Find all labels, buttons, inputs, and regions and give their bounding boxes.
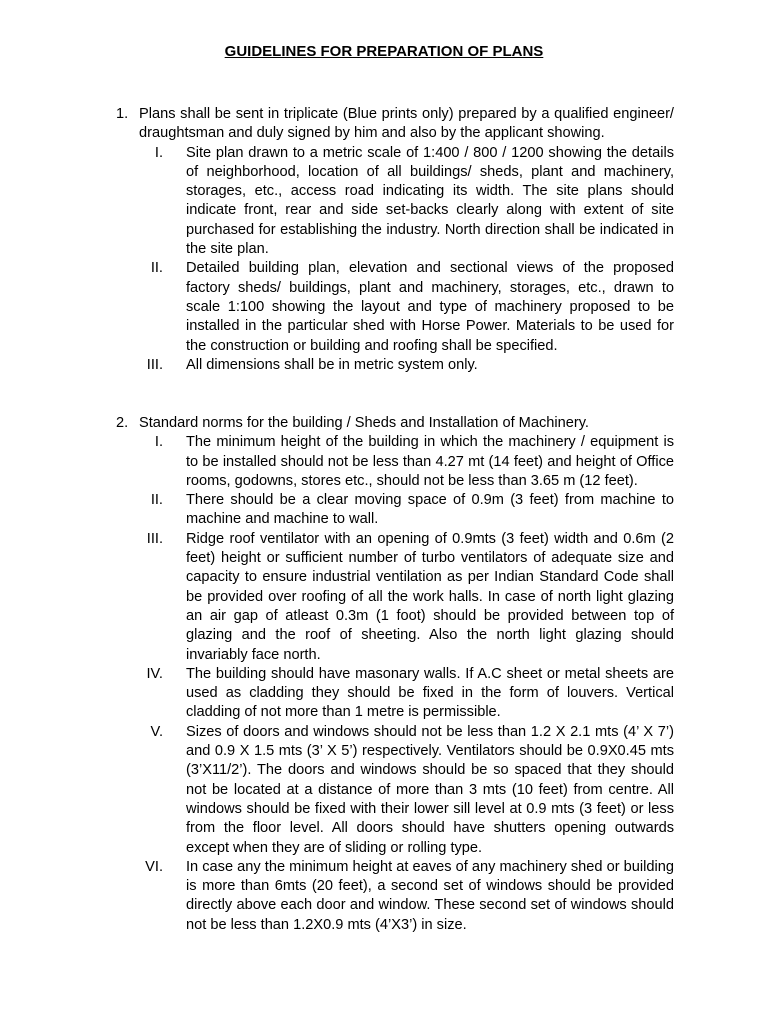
item-number: 1. [116,106,129,122]
item-number: 2. [116,415,129,431]
roman-numeral: III. [146,530,163,547]
sub-item-text: There should be a clear moving space of 0.9m (3 feet) from machine to machine and machine to wall. [186,492,674,528]
item-text: Standard norms for the building / Sheds and Installation of Machinery. [139,415,589,431]
item-text: Plans shall be sent in triplicate (Blue prints only) prepared by a qualified engineer/ draughtsman and duly signed by him and also by the applicant showing. [139,106,674,142]
sub-item [116,530,674,665]
roman-numeral: V. [150,723,163,740]
document-title: GUIDELINES FOR PREPARATION OF PLANS [224,43,544,60]
sub-item-text: Site plan drawn to a metric scale of 1:400 / 800 / 1200 showing the details of neighborhood, location of all buildings/ sheds, plant and machinery, storages, etc., access road indicating its width. The site plans should indicate front, rear and side set-backs clearly along with extent of site purchased for establishing the industry. North direction shall be indicated in the site plan. [186,144,674,258]
sub-item [116,858,674,935]
section-building-norms [116,414,674,935]
roman-numeral: IV. [146,665,163,682]
sub-item [116,144,674,260]
roman-numeral: II. [150,260,163,277]
sub-item-text: The minimum height of the building in which the machinery / equipment is to be installed should not be less than 4.27 mt (14 feet) and height of Office rooms, godowns, stores etc., should not be less than 3.65 m (12 feet). [186,434,674,489]
sub-item-text: Detailed building plan, elevation and sectional views of the proposed factory sheds/ buildings, plant and machinery, storages, etc., drawn to scale 1:100 showing the layout and type of machinery proposed to be installed in the particular shed with Horse Power. Materials to be used for the construction or building and roofing shall be specified. [186,260,674,354]
sub-item [116,356,674,375]
roman-numeral: II. [150,492,163,509]
sub-item-text: In case any the minimum height at eaves of any machinery shed or building is more than 6mts (20 feet), a second set of windows should be provided directly above each door and window. These second set of windows should not be less than 1.2X0.9 mts (4’X3’) in size. [186,858,674,933]
roman-numeral: I. [154,144,163,161]
sub-item [116,491,674,530]
sub-item-text: All dimensions shall be in metric system only. [186,356,478,373]
roman-numeral: I. [154,434,163,451]
sub-item-list [116,433,674,935]
sub-item-text: Sizes of doors and windows should not be less than 1.2 X 2.1 mts (4’ X 7’) and 0.9 X 1.5 mts (3’ X 5’) respectively. Ventilators should be 0.9X0.45 mts (3’X11/2’). The doors and windows should be so spaced that they should not be located at a distance of more than 3 mts (10 feet) from centre. All windows should be fixed with their lower sill level at 0.9 mts (3 feet) or less from the floor level. All doors should have shutters opening outwards except when they are of sliding or rolling type. [186,723,674,856]
roman-numeral: VI. [145,858,163,875]
numbered-item [116,105,674,144]
sub-item [116,665,674,723]
roman-numeral: III. [146,356,163,373]
sub-item-text: The building should have masonary walls. If A.C sheet or metal sheets are used as cladding they should be fixed in the form of louvers. Vertical cladding of not more than 1 metre is permissible. [186,665,674,721]
numbered-item [116,414,674,433]
sub-item-text: Ridge roof ventilator with an opening of 0.9mts (3 feet) width and 0.6m (2 feet) height or sufficient number of turbo ventilators of adequate size and capacity to ensure industrial ventilation as per Indian Standard Code shall be provided over roofing of all the work halls. In case of north light glazing an air gap of atleast 0.3m (1 foot) should be provided between top of glazing and the roof of sheeting. Also the north light glazing should invariably face north. [186,530,674,663]
sub-item [116,259,674,355]
sub-item [116,723,674,858]
sub-item-list [116,144,674,376]
section-plans-submission [116,105,674,375]
sub-item [116,433,674,491]
